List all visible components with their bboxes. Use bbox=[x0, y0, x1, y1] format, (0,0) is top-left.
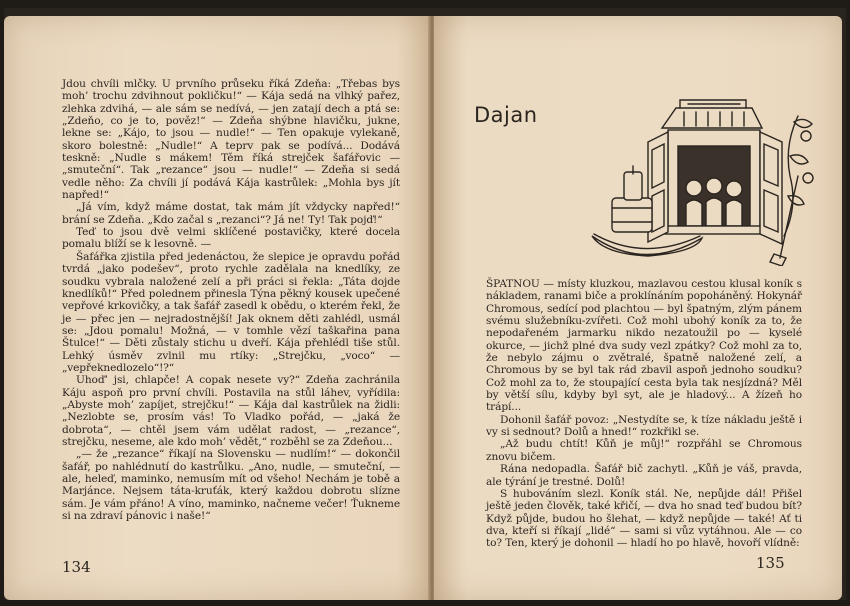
paragraph: Rána nedopadla. Šafář bič zachytl. „Kůň je váš, pravda, ale týrání je trestné. Dolů! bbox=[486, 463, 802, 488]
paragraph: Uhoď’ jsi, chlapče! A copak nesete vy?“ Zdeňa zachránila Káju aspoň pro první chvíli. Postavila na stůl láhev, vyřídila: „Abyste moh’ zapíjet, strejčku!“ — Kája dal kastrůlek na židli: „Nezlobte se, prosím vás! To Vladko pořád, — „jaká že dobrota“, — chtěl jsem vám udělat radost, — „rezance“, strejčku, neseme, ale kdo moh’ vědět,“ rozběhl se za Zdeňou... bbox=[62, 374, 400, 448]
paragraph: „Já vím, když máme dostat, tak mám jít vždycky napřed!“ brání se Zdeňa. „Kdo začal s „rezanci“? Já ne! Ty! Tak pojď!“ bbox=[62, 201, 400, 226]
left-page bbox=[4, 16, 430, 600]
right-page bbox=[434, 16, 842, 600]
chapter-title: Dajan bbox=[474, 103, 538, 127]
left-page-text bbox=[62, 78, 400, 522]
paragraph: Teď to jsou dvě velmi sklíčené postavičky, které docela pomalu blíží se k lesovně. — bbox=[62, 226, 400, 251]
page-number: 135 bbox=[756, 554, 785, 572]
paragraph: Jdou chvíli mlčky. U prvního průseku říká Zdeňa: „Třebas bys moh’ trochu zdvihnout pokličku!“ — Kája sedá na vlhký pařez, zlehka zdvihá, — ale sám se nedívá, — jen zatají dech a ptá se: „Zdeňo, co je to, pověz!“ — Zdeňa shýbne hlavičku, jukne, lekne se: „Kájo, to jsou — nudle!“ — Ten opakuje vylekaně, skoro bolestně: „Nudle!“ A teprv pak se podívá... Dodává teskně: „Nudle s mákem! Těm říká strejček šafářovic — „smuteční“. Tak „rezance“ jsou — nudle!“ — Zdeňa si sedá vedle něho: Za chvíli jí podává Kája kastrůlek: „Mohla bys jít napřed!“ bbox=[62, 78, 400, 202]
paragraph: „Až budu chtít! Kůň je můj!“ rozpřáhl se Chromous znovu bičem. bbox=[486, 438, 802, 463]
right-page-text bbox=[486, 278, 802, 550]
book-spread bbox=[4, 8, 846, 600]
paragraph: ŠPATNOU — místy kluzkou, mazlavou cestou klusal koník s nákladem, ranami biče a proklínáním popoháněný. Hokynář Chromous, sedící pod plachtou — byl špatným, zlým pánem svému služebníku-zvířeti. Což mohl ubohý koník za to, že nepodařeném jarmarku nikdo nezatoužil po — kyselé okurce, — jichž plné dva sudy vezl zpátky? Což mohl za to, že nebylo zájmu o zvětralé, špatně naložené zelí, a Chromous by se byl tak rád zbavil aspoň jednoho soudku? Což mohl za to, že stoupající cesta byla tak nesjízdná? Měl by větší sílu, kdyby byl syt, ale je hladový... A žízeň ho trápí... bbox=[486, 278, 802, 414]
window-illustration-icon bbox=[584, 86, 829, 266]
paragraph: S hubováním slezl. Koník stál. Ne, nepůjde dál! Přišel ještě jeden člověk, také křičí, — dva ho snad teď budou bít? Když půjde, budou ho šlehat, — když nepůjde — také! Ať ti dva, kteří si říkají „lidé“ — sami si vůz vytáhnou. Ale — co to? Ten, který je dohonil — hladí ho po hlavě, hovoří vlídně: bbox=[486, 487, 802, 550]
paragraph: „— že „rezance“ říkají na Slovensku — nudlím!“ — dokončil šafář, po nahlédnutí do kastrůlku. „Ano, nudle, — smuteční, — ale, heleď, maminko, nemusím mít od všeho! Nechám je tobě a Marjánce. Nejsem táta-kruťák, který každou dobrotu slízne sám. Je vám přáno! A víno, maminko, načneme večer! Ťukneme si na zdraví pánovic i naše!“ bbox=[62, 448, 400, 523]
page-number: 134 bbox=[62, 558, 91, 576]
paragraph: Šafářka zjistila před jedenáctou, že slepice je opravdu pořád tvrdá „jako podešev“, proto rychle zadělala na knedlíky, ze soudku vybrala naložené zelí a při práci si řekla: „Táta dojde knedlíků!“ Před polednem přinesla Týna pěkný kousek upečené vepřové krkovičky, a tak šafář zasedl k obědu, o kterém řekl, že je — přec jen — nejradostnější! Jak oknem děti zahlédl, usmál se: „Jdou pomalu! Možná, — v tomhle vězí taškařina pana Štulce!“ — Děti zůstaly stichu u dveří. Kája přehlédl tiše stůl. Lehký úsměv zvlnil mu rtíky: „Strejčku, „voco“ — „vepřeknedlozelo“!?“ bbox=[62, 250, 400, 374]
paragraph: Dohonil šafář povoz: „Nestydíte se, k tíze nákladu ještě i vy si sednout? Dolů a hned!“ rozkřikl se. bbox=[486, 413, 802, 439]
